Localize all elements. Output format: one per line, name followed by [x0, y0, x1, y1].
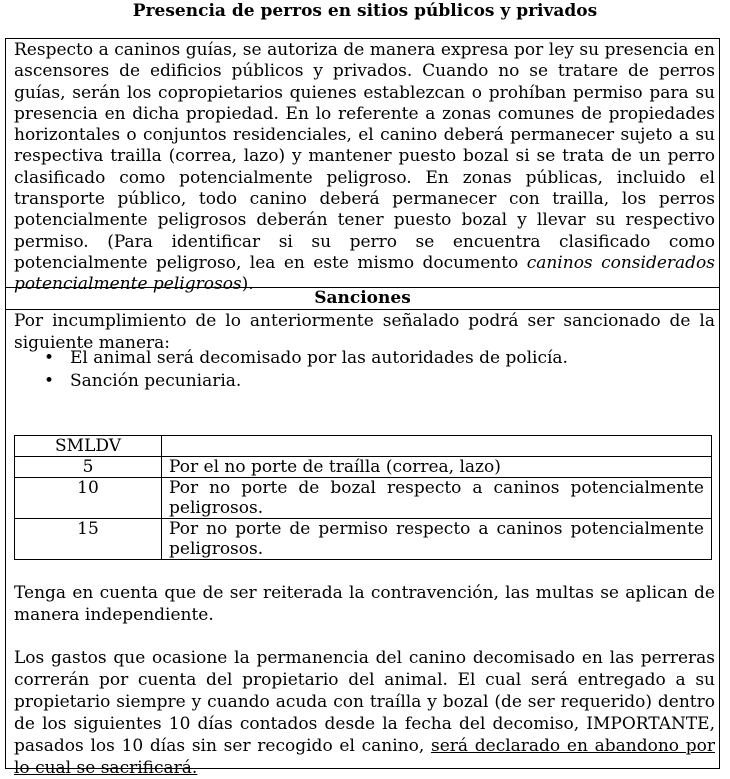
bullet-dot-icon: •: [44, 348, 55, 368]
sanciones-intro: Por incumplimiento de lo anteriormente señalado podrá ser sancionado de la siguiente manera:: [14, 311, 715, 353]
sanciones-header: Sanciones: [6, 288, 719, 310]
fine-amount: 5: [15, 457, 162, 478]
sanciones-bullet-list: [6, 347, 706, 393]
costs-paragraph: [14, 647, 715, 779]
fine-amount: 10: [15, 478, 162, 519]
table-header-row: [15, 436, 712, 457]
reiteration-note: Tenga en cuenta que de ser reiterada la contravención, las multas se aplican de manera independiente.: [14, 583, 715, 625]
fines-table: [14, 435, 712, 560]
bullet-text: Sanción pecuniaria.: [70, 371, 242, 391]
presence-paragraph: [14, 40, 715, 296]
fine-description: Por no porte de permiso respecto a caninos potencialmente peligrosos.: [162, 519, 712, 560]
bullet-dot-icon: •: [44, 371, 55, 391]
presence-section: [6, 39, 719, 295]
table-header-description: [162, 436, 712, 457]
document-title: Presencia de perros en sitios públicos y privados: [132, 1, 598, 21]
costs-text: Los gastos que ocasione la permanencia del canino decomisado en las perreras correrán por cuenta del propietario del animal. El cual será entregado a su propietario siempre y cuando acuda con traílla y bozal (de ser requerido) dentro de los siguientes 10 días contados desde la fecha del decomiso, IMPORTANTE, pasados los 10 días sin ser recogido el canino,: [14, 648, 715, 756]
fine-description: Por no porte de bozal respecto a caninos potencialmente peligrosos.: [162, 478, 712, 519]
fine-amount: 15: [15, 519, 162, 560]
table-row: [15, 457, 712, 478]
presence-text: Respecto a caninos guías, se autoriza de manera expresa por ley su presencia en ascensores de edificios públicos y privados. Cuando no se tratare de perros guías, serán los copropietarios quienes establezcan o prohíban permiso para su presencia en dicha propiedad. En lo referente a zonas comunes de propiedades horizontales o conjuntos residenciales, el canino deberá permanecer sujeto a su respectiva trailla (correa, lazo) y mantener puesto bozal si se trata de un perro clasificado como potencialmente peligroso. En zonas públicas, incluido el transporte público, todo canino deberá permanecer con trailla, los perros potencialmente peligrosos deberán tener puesto bozal y llevar su respectivo permiso. (Para identificar si su perro se encuentra clasificado como potencialmente peligroso, lea en este mismo documento: [14, 40, 715, 273]
table-row: [15, 519, 712, 560]
table-header-smldv: SMLDV: [15, 436, 162, 457]
content-box: [5, 38, 720, 778]
presence-italic-reference: caninos considerados potencialmente peligrosos: [14, 252, 715, 295]
presence-text-end: ).: [241, 274, 254, 295]
fine-description: Por el no porte de traílla (correa, lazo): [162, 457, 712, 478]
bullet-text: El animal será decomisado por las autoridades de policía.: [70, 348, 568, 368]
bullet-item: [6, 370, 706, 393]
sacrifice-warning: será declarado en abandono por lo cual se sacrificará.: [14, 736, 715, 778]
table-row: [15, 478, 712, 519]
bullet-item: [6, 347, 706, 370]
